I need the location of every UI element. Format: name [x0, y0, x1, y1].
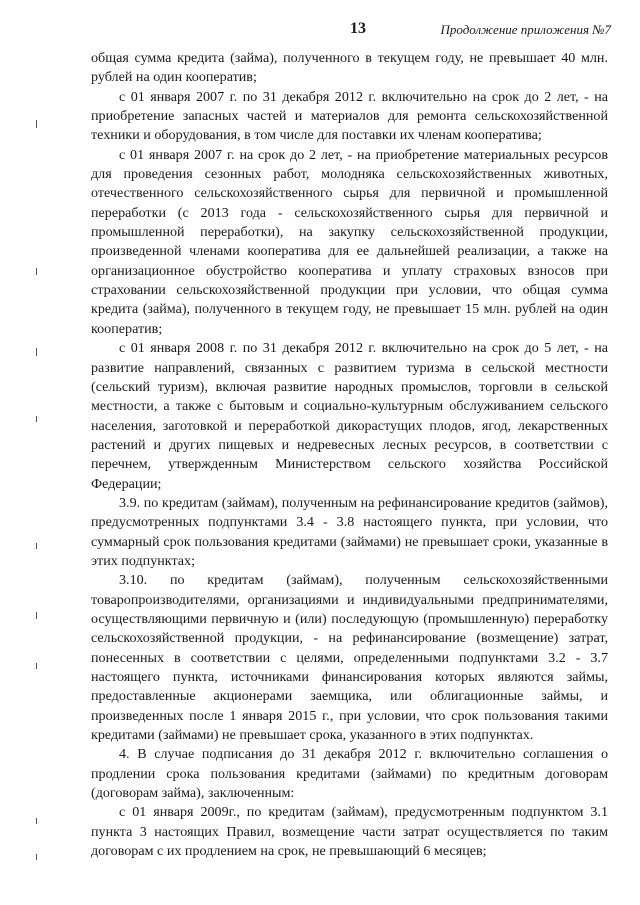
scan-mark: [36, 663, 37, 669]
paragraph-total-loan-limit: общая сумма кредита (займа), полученного в текущем году, не превышает 40 млн. рублей на один кооператив;: [91, 50, 608, 86]
document-body: [91, 49, 608, 861]
paragraph-rural-tourism: с 01 января 2008 г. по 31 декабря 2012 г. включительно на срок до 5 лет, - на развитие направлений, связанных с развитием туризма в сельской местности (сельский туризм), включая развитие народных промыслов, торговли в сельской местности, а также с бытовым и социально-культурным обслуживанием сельского населения, заготовкой и переработкой дикорастущих плодов, ягод, лекарственных растений и других пищевых и недревесных лесных ресурсов, в соответствии с перечнем, утвержденным Министерством сельского хозяйства Российской Федерации;: [91, 340, 608, 492]
scan-mark: [36, 818, 37, 824]
scan-mark: [36, 543, 37, 549]
paragraph-2009-extension: с 01 января 2009г., по кредитам (займам), предусмотренным подпунктом 3.1 пункта 3 настоящих Правил, возмещение части затрат осуществляется по таким договорам с их продлением на срок, не превышающий 6 месяцев;: [91, 804, 608, 860]
margin-scan-marks: [36, 0, 48, 905]
scan-mark: [36, 854, 37, 860]
page-number: 13: [350, 20, 366, 37]
scan-mark: [36, 348, 37, 356]
scan-mark: [36, 268, 37, 275]
paragraph-3-9: 3.9. по кредитам (займам), полученным на рефинансирование кредитов (займов), предусмотренных подпунктами 3.4 - 3.8 настоящего пункта, при условии, что суммарный срок пользования кредитами (займами) не превышает сроки, указанные в этих подпунктах;: [91, 494, 608, 569]
paragraph-spare-parts: с 01 января 2007 г. по 31 декабря 2012 г. включительно на срок до 2 лет, - на приобретение запасных частей и материалов для ремонта сельскохозяйственной техники и оборудования, в том числе для поставки их членам кооператива;: [91, 88, 608, 144]
paragraph-4: 4. В случае подписания до 31 декабря 2012 г. включительно соглашения о продлении срока пользования кредитами (займами) по кредитным договорам (договорам займа), заключенным:: [91, 746, 608, 802]
page-header: [0, 20, 640, 44]
scan-mark: [36, 120, 37, 128]
scan-mark: [36, 612, 37, 619]
appendix-continuation-label: Продолжение приложения №7: [440, 22, 611, 37]
scan-mark: [36, 416, 37, 422]
paragraph-seasonal-resources: с 01 января 2007 г. на срок до 2 лет, - на приобретение материальных ресурсов для проведения сезонных работ, молодняка сельскохозяйственных животных, отечественного сельскохозяйственного сырья для первичной и промышленной переработки (с 2013 года - сельскохозяйственного сырья для первичной и промышленной переработки), на закупку сельскохозяйственной продукции, произведенной членами кооператива для ее дальнейшей реализации, а также на организационное обустройство кооператива и уплату страховых взносов при страховании сельскохозяйственной продукции при условии, что общая сумма кредита (займа), полученного в текущем году, не превышает 15 млн. рублей на один кооператив;: [91, 146, 608, 337]
paragraph-3-10: 3.10. по кредитам (займам), полученным сельскохозяйственными товаропроизводителями, организациями и индивидуальными предпринимателями, осуществляющими первичную и (или) последующую (промышленную) переработку сельскохозяйственной продукции, - на рефинансирование (возмещение) затрат, понесенных в соответствии с целями, определенными подпунктами 3.2 - 3.7 настоящего пункта, источниками финансирования которых являются займы, предоставленные акционерами заемщика, или облигационные займы, и произведенных после 1 января 2015 г., при условии, что срок пользования такими кредитами (займами) не превышает срока, указанного в этих подпунктах.: [91, 572, 608, 744]
